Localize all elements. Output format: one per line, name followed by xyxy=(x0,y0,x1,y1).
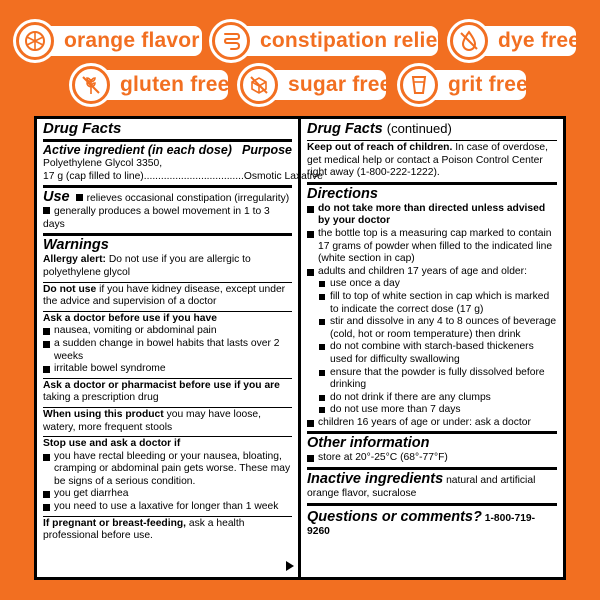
warnings-heading: Warnings xyxy=(43,237,109,254)
list-item xyxy=(43,363,292,376)
badge-label: constipation relief xyxy=(260,29,445,52)
no-sugar-cube-icon xyxy=(240,66,278,104)
list-item-text: stir and dissolve in any 4 to 8 ounces of beverage (cold, hot or room temperature) then drink xyxy=(330,316,557,340)
list-item xyxy=(43,338,292,363)
badge-label: dye free xyxy=(498,29,581,52)
stop-use-heading: Stop use and ask a doctor if xyxy=(43,438,181,450)
badge-gluten-free xyxy=(80,70,228,100)
bullet-icon xyxy=(43,328,50,335)
badge-label: orange flavor xyxy=(64,29,200,52)
sub-list-item xyxy=(307,316,557,341)
badge-grit-free xyxy=(408,70,526,100)
keep-out-text-block xyxy=(307,142,557,180)
badge-label: sugar free xyxy=(288,73,392,96)
warnings-section xyxy=(43,236,292,282)
drug-facts-panel xyxy=(34,116,566,580)
no-dye-drop-icon xyxy=(450,22,488,60)
inactive-ingredients-text-block xyxy=(307,471,557,501)
list-item-text: you need to use a laxative for longer than 1 week xyxy=(54,501,279,513)
badge-area xyxy=(0,0,600,112)
badge-constipation-relief xyxy=(220,26,445,56)
purpose-heading: Purpose xyxy=(241,143,292,157)
sub-list-item xyxy=(307,404,557,417)
bullet-icon xyxy=(43,207,50,214)
use-item: relieves occasional constipation (irregularity) xyxy=(86,193,290,205)
badge-dye-free xyxy=(458,26,581,56)
use-line-1 xyxy=(43,189,292,206)
ask-pharmacist-text-block xyxy=(43,380,292,405)
questions-phone: 1-800-719-9260 xyxy=(307,512,536,537)
badge-label: grit free xyxy=(448,73,528,96)
no-wheat-icon xyxy=(72,66,110,104)
do-not-use-label: Do not use xyxy=(43,283,97,295)
allergy-alert-label: Allergy alert: xyxy=(43,254,106,266)
list-item-text: irritable bowel syndrome xyxy=(54,363,166,375)
list-item-text: children 16 years of age or under: ask a doctor xyxy=(318,416,531,428)
intestine-icon xyxy=(212,22,250,60)
active-ingredient-header xyxy=(43,143,292,158)
pregnancy-text: ask a health professional before use. xyxy=(43,517,245,542)
active-ingredient-dose: 17 g (cap filled to line)................................... xyxy=(43,170,244,182)
list-item-text: a sudden change in bowel habits that lasts over 2 weeks xyxy=(54,337,280,362)
inactive-ingredients-section xyxy=(307,470,557,506)
bullet-icon xyxy=(76,194,83,201)
use-line-2 xyxy=(43,206,292,231)
bullet-icon xyxy=(43,366,50,373)
bullet-icon xyxy=(319,319,325,325)
list-item xyxy=(307,417,557,430)
sub-list-item xyxy=(307,392,557,405)
bullet-icon xyxy=(307,420,314,427)
list-item xyxy=(43,451,292,489)
when-using-label: When using this product xyxy=(43,408,164,420)
when-using-text-block xyxy=(43,409,292,434)
sub-list-item xyxy=(307,341,557,366)
bullet-icon xyxy=(307,231,314,238)
continued-title-suffix: (continued) xyxy=(386,121,452,136)
drug-facts-right-column xyxy=(301,119,563,577)
drug-facts-title-section xyxy=(43,119,292,142)
drug-facts-left-column xyxy=(37,119,323,577)
active-ingredient-heading: Active ingredient (in each dose) xyxy=(43,143,232,157)
list-item-text: adults and children 17 years of age and older: xyxy=(318,265,527,277)
bullet-icon xyxy=(43,491,50,498)
bullet-icon xyxy=(319,294,325,300)
keep-out-section xyxy=(307,141,557,185)
use-heading: Use xyxy=(43,189,70,206)
directions-section xyxy=(307,185,557,435)
list-item-text: you have rectal bleeding or your nausea, bloating, cramping or abdominal pain gets worse. These may be signs of a serious condition. xyxy=(54,450,291,487)
list-item-text: nausea, vomiting or abdominal pain xyxy=(54,325,217,337)
active-ingredient-name: Polyethylene Glycol 3350, xyxy=(43,158,163,169)
do-not-use-text-block xyxy=(43,284,292,309)
do-not-use-section xyxy=(43,283,292,312)
questions-text-block xyxy=(307,507,557,539)
keep-out-label: Keep out of reach of children. xyxy=(307,142,453,153)
do-not-use-text: if you have kidney disease, except under the advice and supervision of a doctor xyxy=(43,283,286,308)
bullet-icon xyxy=(319,395,325,401)
sub-list-item xyxy=(307,278,557,291)
inactive-ingredients-text: natural and artificial orange flavor, sucralose xyxy=(307,475,536,500)
glass-icon xyxy=(400,66,438,104)
bullet-icon xyxy=(319,281,325,287)
list-item xyxy=(307,266,557,279)
continue-arrow-icon xyxy=(286,561,294,571)
when-using-section xyxy=(43,408,292,437)
bullet-icon xyxy=(43,454,50,461)
bullet-icon xyxy=(319,407,325,413)
list-item xyxy=(307,203,557,228)
bullet-icon xyxy=(307,206,314,213)
list-item xyxy=(43,325,292,338)
active-ingredient-section xyxy=(43,142,323,188)
questions-section xyxy=(307,506,557,541)
badge-sugar-free xyxy=(248,70,392,100)
ask-doctor-section xyxy=(43,312,292,379)
list-item-text: do not take more than directed unless advised by your doctor xyxy=(318,202,546,227)
questions-heading: Questions or comments? xyxy=(307,508,482,525)
list-item-text: fill to top of white section in cap which is marked to indicate the correct dose (17 g) xyxy=(330,290,550,315)
pregnancy-section xyxy=(43,517,292,545)
continued-title-main: Drug Facts xyxy=(307,121,383,137)
bullet-icon xyxy=(319,344,325,350)
active-ingredient-purpose: Osmotic Laxative xyxy=(243,170,323,182)
keep-out-text: In case of overdose, get medical help or contact a Poison Control Center right away (1-800-222-1222). xyxy=(307,142,548,179)
continued-title-section xyxy=(307,119,557,141)
ask-doctor-heading: Ask a doctor before use if you have xyxy=(43,312,217,324)
when-using-text: you may have loose, watery, more frequent stools xyxy=(43,408,262,433)
list-item-text: do not use more than 7 days xyxy=(330,404,461,416)
directions-heading: Directions xyxy=(307,185,378,202)
list-item-text: do not combine with starch-based thickeners used for difficulty swallowing xyxy=(330,341,534,365)
list-item xyxy=(43,488,292,501)
use-section xyxy=(43,188,292,236)
orange-slice-icon xyxy=(16,22,54,60)
list-item-text: you get diarrhea xyxy=(54,488,129,500)
list-item-text: store at 20°-25°C (68°-77°F) xyxy=(318,452,448,464)
list-item-text: do not drink if there are any clumps xyxy=(330,391,491,403)
list-item-text: the bottle top is a measuring cap marked to contain 17 grams of powder when filled to the indicated line (white section in cap) xyxy=(318,227,553,265)
other-information-heading: Other information xyxy=(307,435,430,452)
sub-list-item xyxy=(307,367,557,392)
badge-orange-flavor xyxy=(24,26,202,56)
list-item-text: use once a day xyxy=(330,278,400,290)
pregnancy-text-block xyxy=(43,518,292,543)
bullet-icon xyxy=(43,504,50,511)
ask-pharmacist-label: Ask a doctor or pharmacist before use if you are xyxy=(43,379,280,391)
pregnancy-label: If pregnant or breast-feeding, xyxy=(43,517,187,529)
drug-facts-title: Drug Facts xyxy=(43,120,122,137)
other-information-section xyxy=(307,434,557,470)
list-item xyxy=(43,501,292,514)
ask-pharmacist-section xyxy=(43,379,292,408)
ask-pharmacist-text: taking a prescription drug xyxy=(43,392,159,404)
use-item: generally produces a bowel movement in 1 to 3 days xyxy=(43,206,270,230)
bullet-icon xyxy=(319,370,325,376)
list-item xyxy=(307,228,557,266)
allergy-alert xyxy=(43,254,292,279)
active-ingredient-dose-row xyxy=(43,170,323,184)
inactive-ingredients-heading: Inactive ingredients xyxy=(307,471,444,488)
bullet-icon xyxy=(307,455,314,462)
continued-title xyxy=(307,120,557,138)
bullet-icon xyxy=(307,269,314,276)
stop-use-section xyxy=(43,437,292,517)
allergy-alert-text: Do not use if you are allergic to polyethylene glycol xyxy=(43,254,251,278)
sub-list-item xyxy=(307,291,557,316)
list-item-text: ensure that the powder is fully dissolved before drinking xyxy=(330,366,545,391)
list-item xyxy=(307,452,557,465)
badge-label: gluten free xyxy=(120,73,230,96)
bullet-icon xyxy=(43,341,50,348)
